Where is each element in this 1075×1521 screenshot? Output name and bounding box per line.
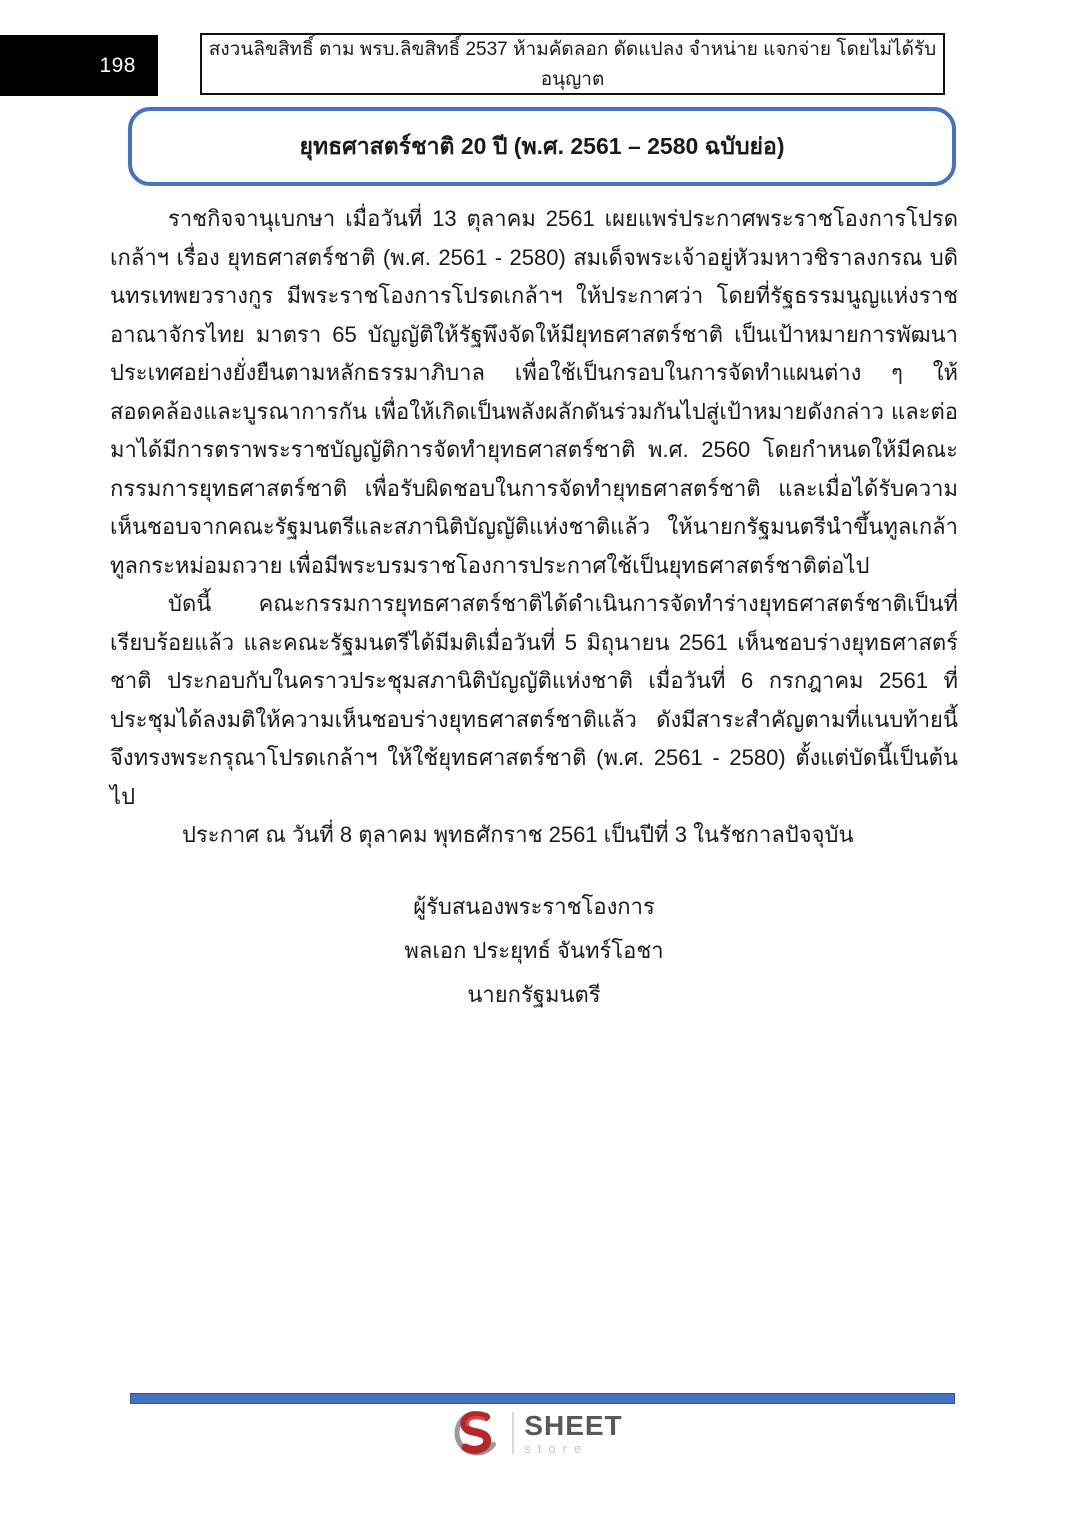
document-body — [110, 200, 958, 1017]
footer-divider-bar — [130, 1393, 955, 1404]
sheet-store-logo — [0, 1408, 1075, 1458]
signature-countersign-label: ผู้รับสนองพระราชโองการ — [413, 893, 655, 919]
paragraph-announcement: ประกาศ ณ วันที่ 8 ตุลาคม พุทธศักราช 2561 เป็นปีที่ 3 ในรัชกาลปัจจุบัน — [182, 822, 854, 847]
logo-subtext: store — [524, 1440, 589, 1456]
signature-block — [110, 885, 958, 1017]
logo-text: SHEET — [524, 1409, 623, 1441]
paragraph-2: บัดนี้ คณะกรรมการยุทธศาสตร์ชาติได้ดำเนินการจัดทำร่างยุทธศาสตร์ชาติเป็นที่เรียบร้อยแล้ว และคณะรัฐมนตรีได้มีมติเมื่อวันที่ 5 มิถุนายน 2561 เห็นชอบร่างยุทธศาสตร์ชาติ ประกอบกับในคราวประชุมสภานิติบัญญัติแห่งชาติ เมื่อวันที่ 6 กรกฎาคม 2561 ที่ประชุมได้ลงมติให้ความเห็นชอบร่างยุทธศาสตร์ชาติแล้ว ดังมีสาระสำคัญตามที่แนบท้ายนี้ จึงทรงพระกรุณาโปรดเกล้าฯ ให้ใช้ยุทธศาสตร์ชาติ (พ.ศ. 2561 - 2580) ตั้งแต่บัดนี้เป็นต้นไป — [110, 591, 958, 809]
paragraph-1: ราชกิจจานุเบกษา เมื่อวันที่ 13 ตุลาคม 2561 เผยแพร่ประกาศพระราชโองการโปรดเกล้าฯ เรื่อง ยุทธศาสตร์ชาติ (พ.ศ. 2561 - 2580) สมเด็จพระเจ้าอยู่หัวมหาวชิราลงกรณ บดินทรเทพยวรางกูร มีพระราชโองการโปรดเกล้าฯ ให้ประกาศว่า โดยที่รัฐธรรมนูญแห่งราชอาณาจักรไทย มาตรา 65 บัญญัติให้รัฐพึงจัดให้มียุทธศาสตร์ชาติ เป็นเป้าหมายการพัฒนาประเทศอย่างยั่งยืนตามหลักธรรมาภิบาล เพื่อใช้เป็นกรอบในการจัดทำแผนต่าง ๆ ให้สอดคล้องและบูรณาการกัน เพื่อให้เกิดเป็นพลังผลักดันร่วมกันไปสู่เป้าหมายดังกล่าว และต่อมาได้มีการตราพระราชบัญญัติการจัดทำยุทธศาสตร์ชาติ พ.ศ. 2560 โดยกำหนดให้มีคณะกรรมการยุทธศาสตร์ชาติ เพื่อรับผิดชอบในการจัดทำยุทธศาสตร์ชาติ และเมื่อได้รับความเห็นชอบจากคณะรัฐมนตรีและสภานิติบัญญัติแห่งชาติแล้ว ให้นายกรัฐมนตรีนำขึ้นทูลเกล้าทูลกระหม่อมถวาย เพื่อมีพระบรมราชโองการประกาศใช้เป็นยุทธศาสตร์ชาติต่อไป — [110, 206, 958, 578]
page-number: 198 — [99, 53, 136, 77]
signature-position: นายกรัฐมนตรี — [467, 981, 601, 1007]
page-number-tab — [0, 35, 158, 96]
logo-divider — [512, 1412, 514, 1454]
document-title-box — [128, 107, 956, 186]
logo-text-column — [524, 1409, 623, 1456]
signature-name: พลเอก ประยุทธ์ จันทร์โอชา — [404, 937, 664, 963]
copyright-text: สงวนลิขสิทธิ์ ตาม พรบ.ลิขสิทธิ์ 2537 ห้ามคัดลอก ดัดแปลง จำหน่าย แจกจ่าย โดยไม่ได้รับอนุญาต — [208, 39, 937, 90]
document-title: ยุทธศาสตร์ชาติ 20 ปี (พ.ศ. 2561 – 2580 ฉบับย่อ) — [299, 132, 785, 159]
copyright-notice-box — [200, 33, 945, 95]
sheet-store-s-icon — [452, 1408, 502, 1458]
